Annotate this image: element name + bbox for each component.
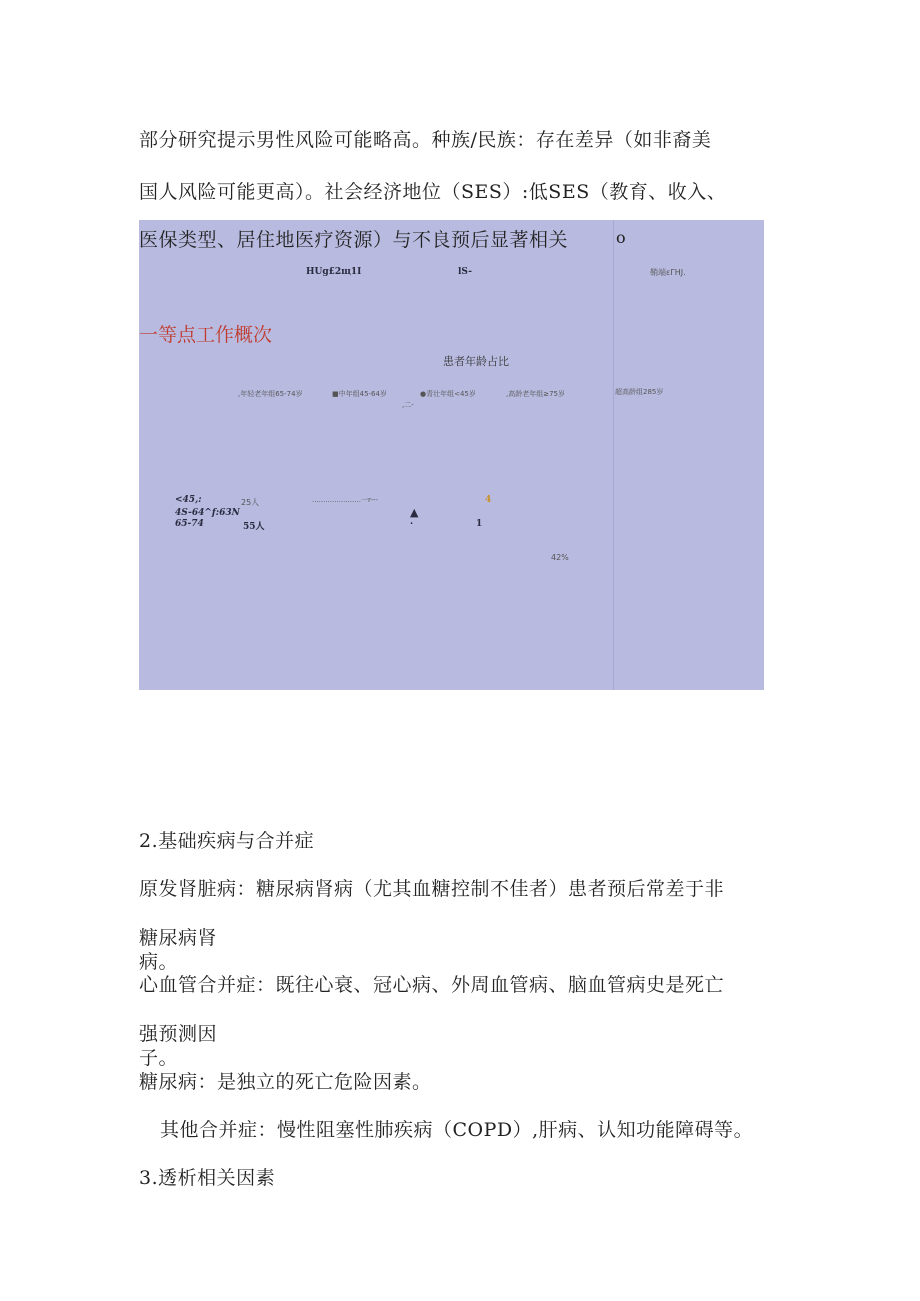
row-label-2: 4S-64^f:63N — [175, 508, 240, 518]
row-extra-1: ......................一r--- — [312, 496, 378, 504]
row-value-3: 55人 — [243, 522, 265, 532]
legend-item-4: ,高龄老年组≥75岁 — [506, 390, 565, 398]
section2-p1: 原发肾脏病：糖尿病肾病（尤其血糖控制不佳者）患者预后常差于非 — [139, 878, 725, 900]
legend-item-5: 超高龄组285岁 — [615, 388, 664, 396]
row-extra-3: . — [410, 517, 414, 527]
row-tail-1: 4 — [485, 495, 492, 505]
section2-heading: 2.基础疾病与合并症 — [139, 830, 315, 852]
paragraph-line-1: 部分研究提示男性风险可能略高。种族/民族：存在差异（如非裔美 — [139, 129, 712, 151]
section2-p3: 糖尿病：是独立的死亡危险因素。 — [139, 1071, 432, 1093]
section2-p1-cont2: 病。 — [139, 951, 179, 973]
legend-item-2: ■中年组45-64岁 — [332, 390, 387, 398]
figure-header-mid: lS- — [458, 267, 472, 277]
percent-label: 42% — [551, 553, 569, 562]
section2-p2: 心血管合并症：既往心衰、冠心病、外周血管病、脑血管病史是死亡 — [139, 974, 725, 996]
paragraph-line-3-end: o — [616, 228, 626, 247]
chart-title: 患者年龄占比 — [443, 355, 509, 368]
row-label-1: <45,: — [175, 495, 202, 505]
row-label-3: 65-74 — [175, 519, 204, 529]
age-ratio-figure — [139, 220, 764, 690]
red-title: 一等点工作概次 — [139, 324, 273, 346]
section2-p1-cont1: 糖尿病肾 — [139, 927, 218, 949]
section2-p2-cont2: 子。 — [139, 1047, 179, 1069]
section3-heading: 3.透析相关因素 — [139, 1167, 276, 1189]
figure-header-left: HUg£2щ1I — [306, 267, 362, 277]
legend-item-3: ●青壮年组<45岁 — [420, 390, 476, 398]
section2-p2-cont1: 强预测因 — [139, 1023, 218, 1045]
legend-item-1: ,年轻老年组65-74岁 — [238, 390, 303, 398]
section2-p4: 其他合并症：慢性阻塞性肺疾病（COPD）,肝病、认知功能障碍等。 — [160, 1119, 754, 1141]
figure-header-right: 鞘端εΓHJ. — [650, 268, 686, 277]
legend-mark: ,二- — [402, 401, 414, 409]
triangle-marker: ▲ — [410, 506, 419, 519]
paragraph-line-3: 医保类型、居住地医疗资源）与不良预后显著相关 — [139, 229, 569, 251]
figure-divider — [613, 220, 614, 690]
row-tail-3: 1 — [476, 519, 483, 529]
paragraph-line-2: 国人风险可能更高）。社会经济地位（SES）:低SES（教育、收入、 — [139, 181, 727, 203]
row-value-1: 25人 — [241, 498, 260, 507]
